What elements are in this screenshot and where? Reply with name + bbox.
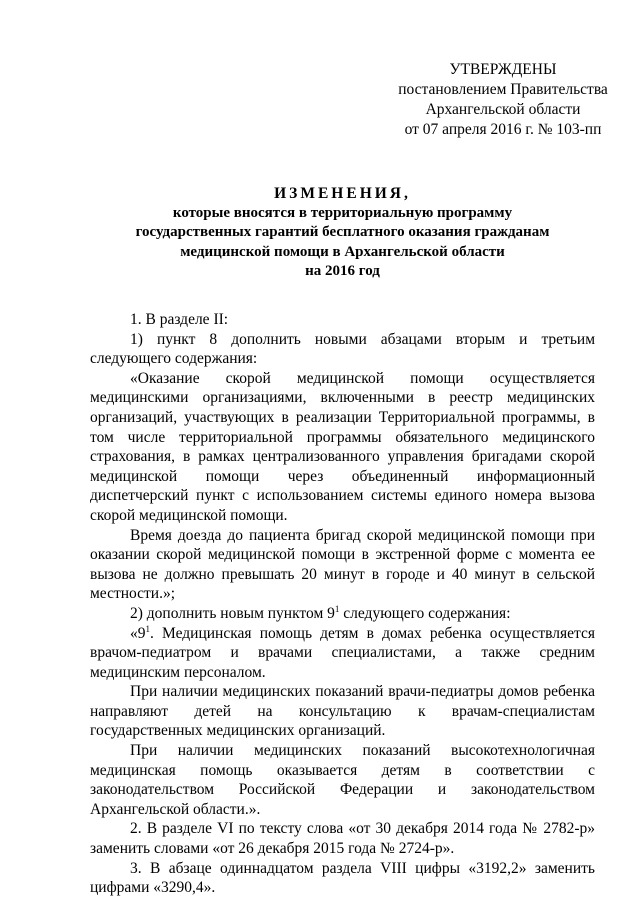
superscript: 1 xyxy=(334,603,340,614)
paragraph xyxy=(90,624,595,683)
paragraph: 1) пункт 8 дополнить новыми абзацами вторым и третьим следующего содержания: xyxy=(90,330,595,368)
document-title xyxy=(90,184,595,282)
document-body xyxy=(90,310,595,898)
approval-line-1: постановлением Правительства xyxy=(398,81,608,98)
paragraph: «Оказание скорой медицинской помощи осуществляется медицинскими организациями, включенными в реестр медицинских организаций, участвующих в реализации Территориальной программы, в том числе территориальной программы обязательного медицинского страхования, в рамках централизованного управления бригадами скорой медицинской помощи через объединенный информационный диспетчерский пункт с использованием системы единого номера вызова скорой медицинской помощи. xyxy=(90,369,595,524)
approval-stamp xyxy=(388,60,618,140)
paragraph xyxy=(90,604,595,624)
superscript: 1 xyxy=(145,623,150,634)
title-line-3: медицинской помощи в Архангельской области xyxy=(180,243,505,260)
text-run: . Медицинская помощь детям в домах ребенка осуществляется врачом-педиатром и врачами специалистами, а также средним медицинским персоналом. xyxy=(90,624,595,681)
title-line-1: которые вносятся в территориальную программу xyxy=(172,204,513,221)
paragraph: Время доезда до пациента бригад скорой медицинской помощи при оказании скорой медицинской помощи в экстренной форме с момента ее вызова не должно превышать 20 минут в городе и 40 минут в сельской местности.»; xyxy=(90,526,595,603)
paragraph: 2. В разделе VI по тексту слова «от 30 декабря 2014 года № 2782-р» заменить словами «от 26 декабря 2015 года № 2724-р». xyxy=(90,820,595,858)
title-main: ИЗМЕНЕНИЯ, xyxy=(274,185,411,202)
title-line-2: государственных гарантий бесплатного оказания гражданам xyxy=(135,224,550,240)
text-run: 2) дополнить новым пунктом 9 xyxy=(130,604,335,622)
paragraph: При наличии медицинских показаний врачи-педиатры домов ребенка направляют детей на консультацию к врачам-специалистам государственных медицинских организаций. xyxy=(90,683,595,740)
approval-line-2: Архангельской области xyxy=(425,101,581,118)
paragraph: При наличии медицинских показаний высокотехнологичная медицинская помощь оказывается детям в соответствии с законодательством Российской Федерации и законодательством Архангельской области.». xyxy=(90,742,595,818)
text-run: «9 xyxy=(130,624,146,642)
approval-heading: УТВЕРЖДЕНЫ xyxy=(449,61,557,78)
paragraph: 3. В абзаце одиннадцатом раздела VIII цифры «3192,2» заменить цифрами «3290,4». xyxy=(90,859,595,897)
approval-line-3: от 07 апреля 2016 г. № 103-пп xyxy=(404,121,602,138)
paragraph: 1. В разделе II: xyxy=(130,311,229,328)
title-line-4: на 2016 год xyxy=(305,263,380,279)
text-run: следующего содержания: xyxy=(339,604,511,622)
